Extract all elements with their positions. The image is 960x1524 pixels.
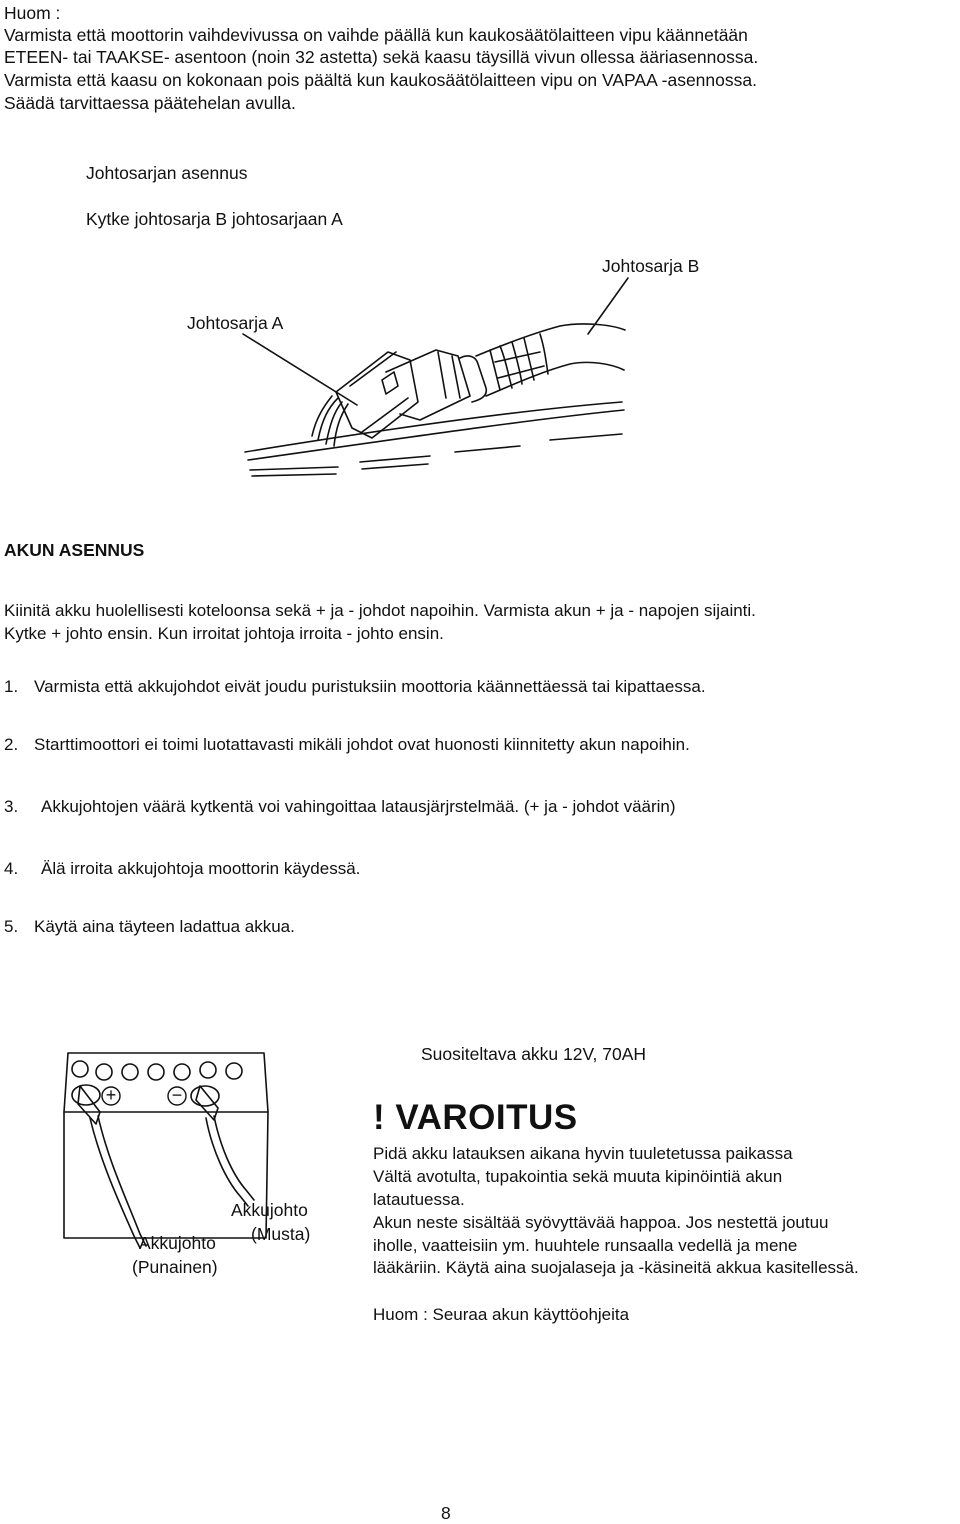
battery-heading: AKUN ASENNUS bbox=[4, 540, 145, 560]
recommended-battery: Suositeltava akku 12V, 70AH bbox=[421, 1044, 647, 1064]
item-text: Käytä aina täyteen ladattua akkua. bbox=[34, 917, 295, 936]
note-line-4: Säädä tarvittaessa päätehelan avulla. bbox=[4, 93, 296, 113]
item-number: 4. bbox=[4, 859, 19, 878]
harness-title: Johtosarjan asennus bbox=[86, 163, 248, 183]
item-text: Akkujohtojen väärä kytkentä voi vahingoittaa latausjärjrstelmää. (+ ja - johdot väärin) bbox=[41, 797, 676, 816]
note-line-1: Varmista että moottorin vaihdevivussa on vaihde päällä kun kaukosäätölaitteen vipu käännetään bbox=[4, 25, 748, 45]
warning-line-1: Pidä akku latauksen aikana hyvin tuuletetussa paikassa bbox=[373, 1144, 793, 1163]
warning-note: Huom : Seuraa akun käyttöohjeita bbox=[373, 1305, 630, 1324]
harness-instruction: Kytke johtosarja B johtosarjaan A bbox=[86, 209, 343, 229]
red-cable-label-1: Akkujohto bbox=[139, 1233, 216, 1253]
battery-intro-line-1: Kiinitä akku huolellisesti koteloonsa sekä + ja - johdot napoihin. Varmista akun + ja - napojen sijainti. bbox=[4, 601, 756, 620]
warning-line-4: Akun neste sisältää syövyttävää happoa. Jos nestettä joutuu bbox=[373, 1213, 829, 1232]
note-title: Huom : bbox=[4, 3, 61, 23]
minus-symbol: − bbox=[171, 1085, 183, 1105]
warning-line-6: lääkäriin. Käytä aina suojalaseja ja -käsineitä akkua kasitellessä. bbox=[373, 1258, 859, 1277]
harness-label-b: Johtosarja B bbox=[602, 256, 700, 276]
note-line-2: ETEEN- tai TAAKSE- asentoon (noin 32 astetta) sekä kaasu täysillä vivun ollessa ääriasennossa. bbox=[4, 47, 759, 67]
item-number: 5. bbox=[4, 917, 19, 936]
item-text: Älä irroita akkujohtoja moottorin käydessä. bbox=[41, 859, 361, 878]
item-number: 2. bbox=[4, 735, 19, 754]
item-text: Starttimoottori ei toimi luotattavasti mikäli johdot ovat huonosti kiinnitetty akun napoihin. bbox=[34, 735, 690, 754]
red-cable-label-2: (Punainen) bbox=[132, 1257, 218, 1277]
item-number: 3. bbox=[4, 797, 19, 816]
item-text: Varmista että akkujohdot eivät joudu puristuksiin moottoria käännettäessä tai kipattaessa. bbox=[34, 677, 706, 696]
warning-line-2: Vältä avotulta, tupakointia sekä muuta kipinöintiä akun bbox=[373, 1167, 783, 1186]
page-number: 8 bbox=[441, 1503, 451, 1523]
battery-intro-line-2: Kytke + johto ensin. Kun irroitat johtoja irroita - johto ensin. bbox=[4, 624, 444, 643]
note-line-3: Varmista että kaasu on kokonaan pois päältä kun kaukosäätölaitteen vipu on VAPAA -asennossa. bbox=[4, 70, 757, 90]
warning-line-5: iholle, vaatteisiin ym. huuhtele runsaalla vedellä ja mene bbox=[373, 1236, 798, 1255]
warning-line-3: latautuessa. bbox=[373, 1190, 465, 1209]
black-cable-label-2: (Musta) bbox=[251, 1224, 311, 1244]
item-number: 1. bbox=[4, 677, 19, 696]
black-cable-label-1: Akkujohto bbox=[231, 1200, 308, 1220]
warning-title: ! VAROITUS bbox=[373, 1098, 578, 1137]
plus-symbol: + bbox=[105, 1085, 117, 1105]
harness-label-a: Johtosarja A bbox=[187, 313, 284, 333]
